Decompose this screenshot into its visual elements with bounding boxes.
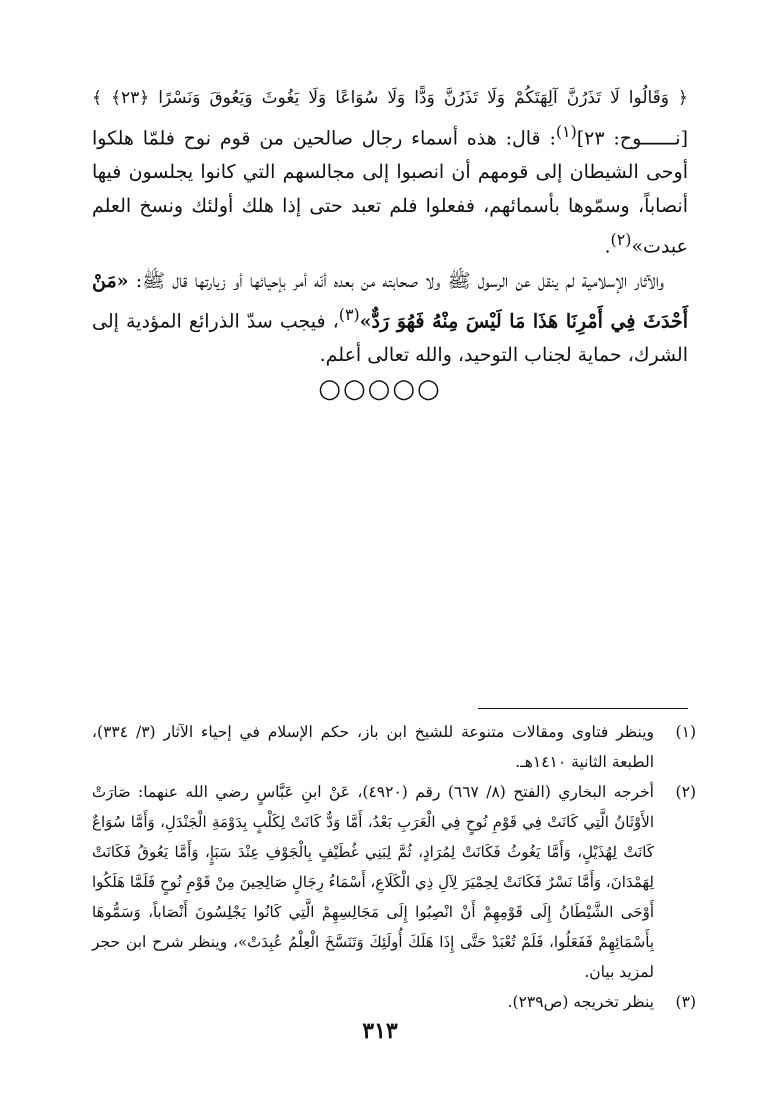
- footnote-text: [92, 777, 654, 987]
- quran-verse: ﴿ وَقَالُوا لَا تَذَرُنَّ آلِهَتَكُمْ وَلَا تَذَرُنَّ وَدًّا وَلَا سُوَاعًا وَلَا يَغُوثَ وَيَعُوقَ وَنَسْرًا ﴿٢٣﴾ ﴾: [92, 88, 688, 108]
- footnote-ref-3[interactable]: (٣): [338, 304, 360, 324]
- footnote-number: (١): [675, 723, 696, 741]
- footnote-number: (٣): [675, 993, 696, 1011]
- footnote-separator: [478, 708, 688, 709]
- footnote-text: ينظر تخريجه (ص٢٣٩).: [507, 993, 654, 1011]
- paragraph-1-text: : قال: هذه أسماء رجال صالحين من قوم نوح فلمّا هلكوا أوحى الشيطان إلى قومهم أن انصبوا إلى مجالسهم التي كانوا يجلسون فيها أنصاباً، وسمّوها بأسمائهم، ففعلوا فلم تعبد حتى إذا هلك أولئك ونسخ العلم عبدت»: [92, 127, 688, 258]
- section-divider-ornament: ○○○○○: [318, 374, 442, 404]
- footnotes: [92, 717, 696, 1017]
- footnote-source: أخرجه البخاري (الفتح (٨/ ٦٦٧) رقم (٤٩٢٠)، عَنْ ابنِ عَبَّاسٍ رضي الله عنهما:: [130, 783, 654, 801]
- page-number: ٣١٣: [362, 1018, 398, 1044]
- paragraph-2: [92, 264, 688, 372]
- paragraph-1-end: .: [604, 235, 611, 258]
- verse-reference: [نــــــوح: ٢٣]: [576, 127, 688, 150]
- hadith-quote: «مَنْ أَحْدَثَ فِي أَمْرِنَا هَذَا مَا لَيْسَ مِنْهُ فَهُوَ رَدٌّ»: [92, 269, 688, 332]
- paragraph-2-end: ، فيجب سدّ الذرائع المؤدية إلى الشرك، حماية لجناب التوحيد، والله تعالى أعلم.: [92, 309, 688, 366]
- footnote-1: [92, 717, 696, 777]
- footnote-source-end: ، وينظر شرح ابن حجر لمزيد بيان.: [92, 933, 654, 981]
- footnote-2: [92, 777, 696, 987]
- footnote-hadith: صَارَتْ الأَوْثَانُ الَّتِي كَانَتْ فِي قَوْمِ نُوحٍ فِي الْعَرَبِ بَعْدُ، أَمَّا وَدٌّ كَانَتْ لِكَلْبٍ بِدَوْمَةِ الْجَنْدَلِ، وَأَمَّا سُوَاعٌ كَانَتْ لِهُذَيْلٍ، وَأَمَّا يَغُوثُ فَكَانَتْ لِمُرَادٍ، ثُمَّ لِبَنِي غُطَيْفٍ بِالْجَوْفِ عِنْدَ سَبَإٍ، وَأَمَّا يَعُوقُ فَكَانَتْ لِهَمْدَانَ، وَأَمَّا نَسْرٌ فَكَانَتْ لِحِمْيَرَ لِآلِ ذِي الْكَلَاعِ، أَسْمَاءُ رِجَالٍ صَالِحِينَ مِنْ قَوْمِ نُوحٍ فَلَمَّا هَلَكُوا أَوْحَى الشَّيْطَانُ إِلَى قَوْمِهِمْ أَنْ انْصِبُوا إِلَى مَجَالِسِهِمْ الَّتِي كَانُوا يَجْلِسُونَ أَنْصَاباً، وَسَمُّوهَا بِأَسْمَائِهِمْ فَفَعَلُوا، فَلَمْ تُعْبَدْ حَتَّى إِذَا هَلَكَ أُولَئِكَ وَتَنَسَّخَ الْعِلْمُ عُبِدَتْ»: [92, 783, 654, 951]
- paragraph-1: [92, 80, 688, 264]
- footnote-ref-1[interactable]: (١): [555, 122, 577, 141]
- main-text: [92, 80, 688, 372]
- footnote-3: [92, 987, 696, 1017]
- footnote-text: وينظر فتاوى ومقالات متنوعة للشيخ ابن باز، حكم الإسلام في إحياء الآثار (٣/ ٣٣٤)، الطبعة الثانية ١٤١٠هـ.: [92, 723, 654, 771]
- paragraph-2-text: والآثار الإسلامية لم ينقل عن الرسول ﷺ ولا صحابته من بعده أنّه أمر بإحيائها أو زيارتها قال ﷺ:: [128, 269, 664, 292]
- footnote-ref-2[interactable]: (٢): [610, 230, 632, 250]
- footnote-number: (٢): [675, 783, 696, 801]
